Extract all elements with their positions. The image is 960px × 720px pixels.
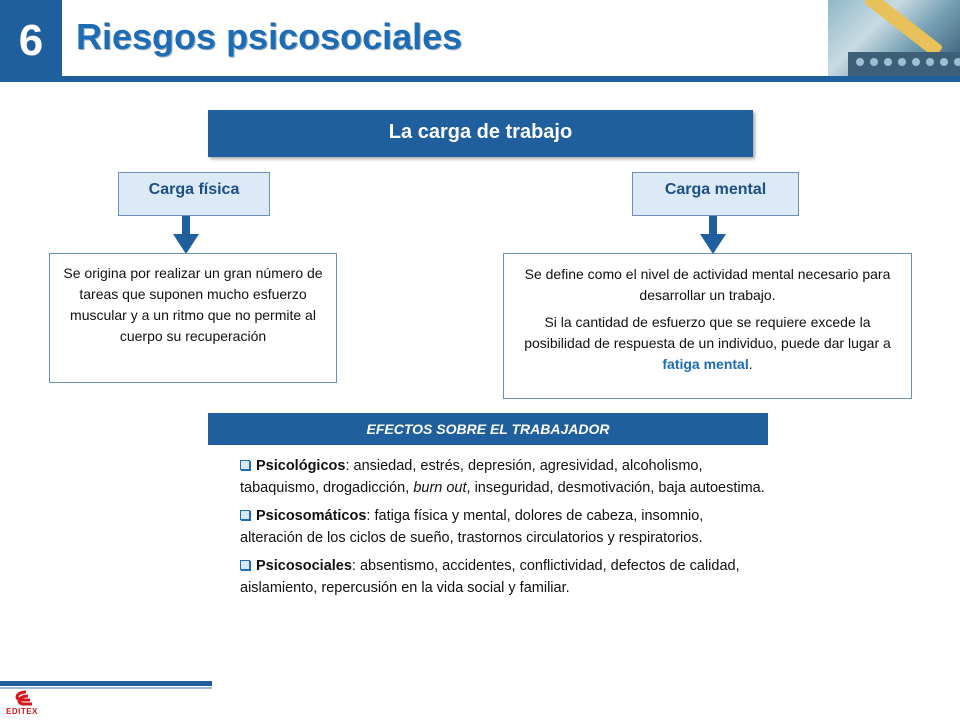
effects-title: EFECTOS SOBRE EL TRABAJADOR: [208, 413, 768, 445]
main-concept-box: La carga de trabajo: [208, 110, 753, 157]
physical-load-box: Carga física: [118, 172, 270, 216]
arrow-down-icon: [700, 216, 726, 254]
effect-italic-term: burn out: [413, 480, 467, 496]
effect-text: : absentismo, accidentes, conflictividad, defectos de calidad, aislamiento, repercusión en la vida social y familiar.: [240, 558, 740, 596]
list-item: [240, 455, 770, 499]
effects-list: [240, 455, 770, 605]
list-item: [240, 505, 770, 549]
effect-term: Psicosociales: [256, 558, 352, 574]
fatigue-term: fatiga mental: [662, 356, 749, 372]
physical-load-description: Se origina por realizar un gran número de tareas que suponen mucho esfuerzo muscular y a un ritmo que no permite al cuerpo su recuperación: [49, 253, 337, 383]
title-part-2: psicosociales: [226, 16, 463, 57]
checkbox-bullet-icon: [240, 560, 250, 570]
effect-text: : ansiedad, estrés, depresión, agresividad, alcoholismo, tabaquismo, drogadicción,: [240, 458, 703, 496]
footer-divider-light: [0, 687, 212, 689]
mental-load-fatigue-note: [516, 312, 899, 375]
arrow-down-icon: [173, 216, 199, 254]
fatigue-note-text: Si la cantidad de esfuerzo que se requiere excede la posibilidad de respuesta de un individuo, puede dar lugar a: [524, 314, 891, 351]
effect-term: Psicosomáticos: [256, 508, 367, 524]
title-part-1: Riesgos: [76, 16, 217, 57]
effect-text: : fatiga física y mental, dolores de cabeza, insomnio, alteración de los ciclos de sueño, trastornos circulatorios y respiratorios.: [240, 508, 704, 546]
checkbox-bullet-icon: [240, 460, 250, 470]
effect-term: Psicológicos: [256, 458, 346, 474]
mental-load-definition: Se define como el nivel de actividad mental necesario para desarrollar un trabajo.: [524, 266, 891, 303]
mental-load-description: [503, 253, 912, 399]
publisher-logo-text: EDITEX: [6, 707, 38, 716]
pipette-shape: [864, 0, 944, 58]
checkbox-bullet-icon: [240, 510, 250, 520]
fatigue-note-end: .: [748, 356, 753, 372]
sample-plate-shape: [848, 52, 960, 76]
footer-divider: [0, 681, 212, 686]
page-title: [76, 14, 462, 60]
effect-text-end: , inseguridad, desmotivación, baja autoestima.: [466, 480, 765, 496]
mental-load-box: Carga mental: [632, 172, 799, 216]
list-item: [240, 555, 770, 599]
header-photo-lab: [828, 0, 960, 76]
chapter-number: 6: [18, 16, 44, 65]
